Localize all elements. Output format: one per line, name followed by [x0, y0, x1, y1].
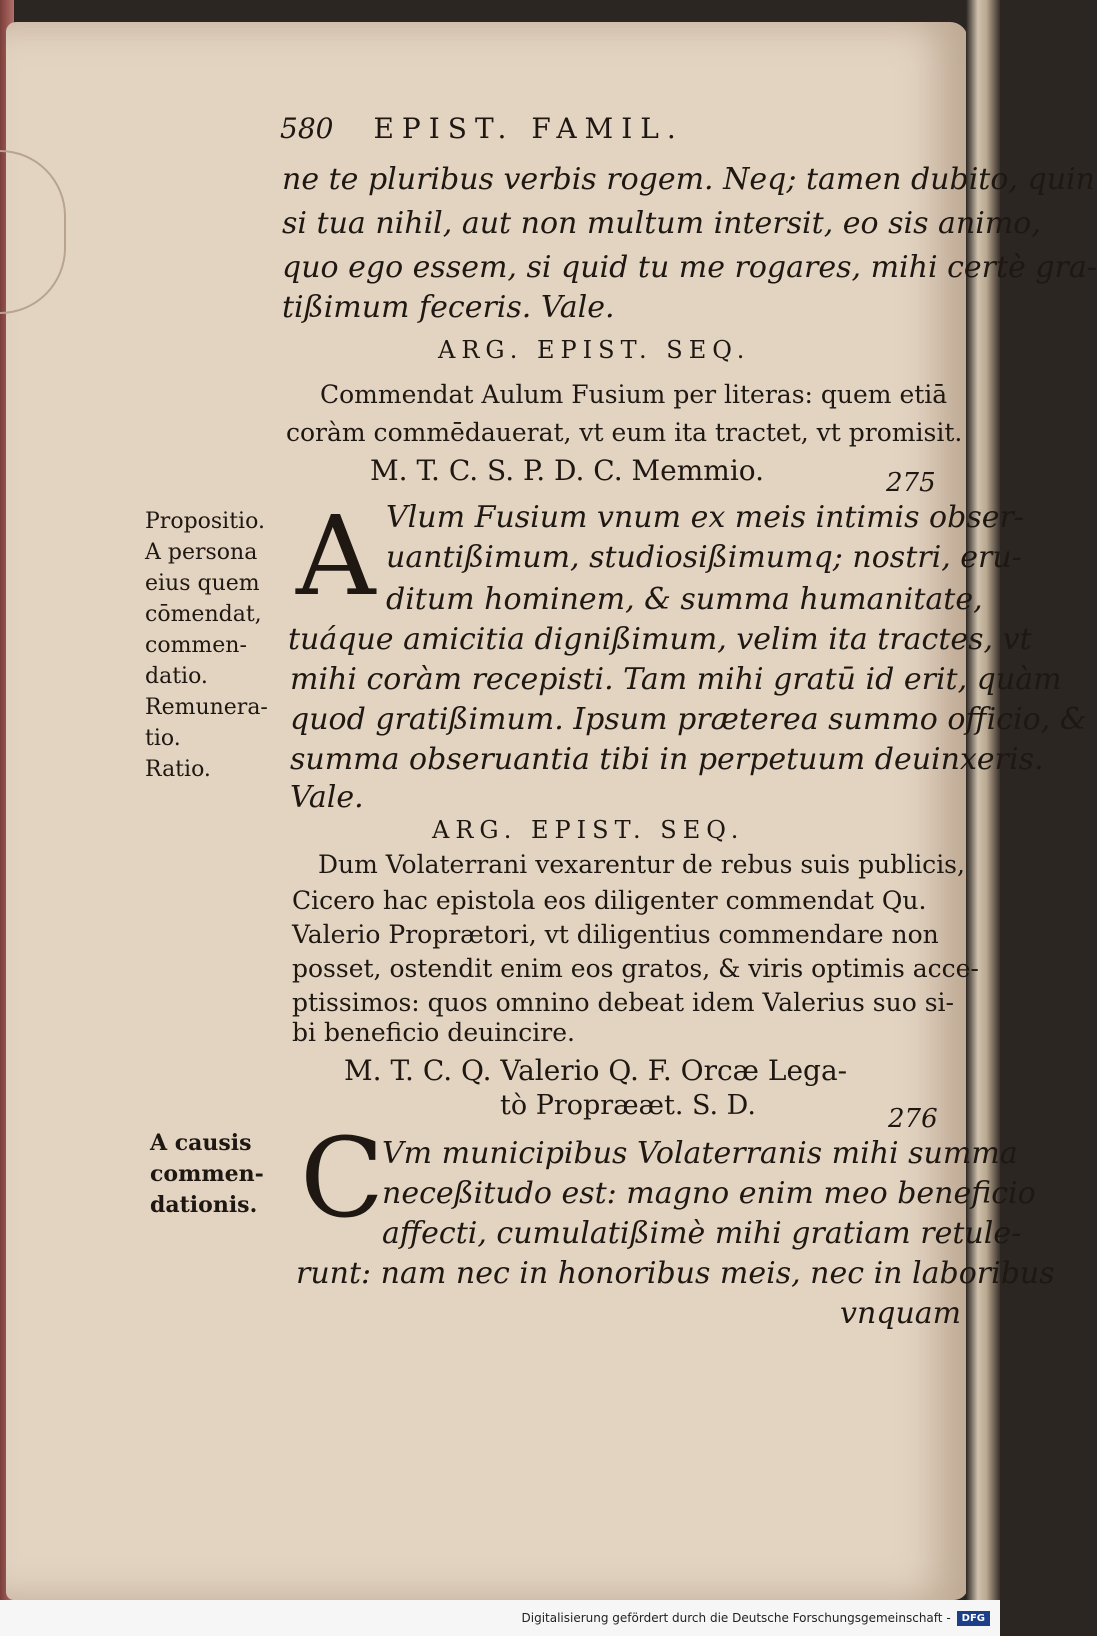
text-line: neceßitudo est: magno enim meo beneficio — [382, 1176, 1036, 1211]
argument-line: ptissimos: quos omnino debeat idem Valerius suo si- — [292, 988, 954, 1017]
text-line: si tua nihil, aut non multum intersit, eo sis animo, — [282, 206, 1041, 241]
argument-line: bi beneficio deuincire. — [292, 1018, 575, 1047]
margin-note: eius quem — [145, 571, 260, 596]
margin-notes — [150, 1128, 300, 1221]
text-line: Vale. — [290, 780, 364, 815]
drop-cap: A — [296, 492, 376, 620]
text-line: quod gratißimum. Ipsum præterea summo officio, & — [290, 702, 1087, 737]
text-line: uantißimum, studiosißimumq; nostri, eru- — [386, 540, 1022, 575]
text-line: tißimum feceris. Vale. — [282, 290, 615, 325]
argument-line: Commendat Aulum Fusium per literas: quem etiā — [320, 380, 948, 409]
text-line: ditum hominem, & summa humanitate, — [386, 582, 983, 617]
margin-note: commen- — [150, 1161, 264, 1187]
margin-note: commen- — [145, 633, 247, 658]
margin-note: tio. — [145, 726, 181, 751]
letter-heading: M. T. C. S. P. D. C. Memmio. — [370, 454, 765, 487]
text-line: tuáque amicitia dignißimum, velim ita tractes, vt — [288, 622, 1032, 657]
margin-note: dationis. — [150, 1192, 258, 1218]
running-header — [280, 112, 810, 145]
margin-note: A causis — [150, 1130, 252, 1156]
margin-note: A persona — [145, 540, 258, 565]
letter-heading: tò Proprææt. S. D. — [500, 1090, 756, 1121]
drop-cap: C — [300, 1114, 385, 1242]
argument-title: ARG. EPIST. SEQ. — [438, 336, 751, 364]
text-line: affecti, cumulatißimè mihi gratiam retule- — [382, 1216, 1022, 1251]
argument-line: Dum Volaterrani vexarentur de rebus suis publicis, — [318, 850, 965, 879]
margin-notes — [145, 506, 295, 785]
running-title: EPIST. FAMIL. — [373, 112, 684, 145]
margin-note: cōmendat, — [145, 602, 262, 627]
text-line: quo ego essem, si quid tu me rogares, mihi certè gra- — [282, 250, 1097, 285]
argument-title: ARG. EPIST. SEQ. — [432, 816, 745, 844]
margin-note: Remunera- — [145, 695, 268, 720]
text-line: Vlum Fusium vnum ex meis intimis obser- — [386, 500, 1024, 535]
argument-line: posset, ostendit enim eos gratos, & viris optimis acce- — [292, 954, 979, 983]
argument-line: Cicero hac epistola eos diligenter commendat Qu. — [292, 886, 927, 915]
page-edge — [966, 0, 1000, 1636]
argument-line: coràm commēdauerat, vt eum ita tractet, vt promisit. — [286, 418, 963, 447]
text-line: summa obseruantia tibi in perpetuum deuinxeris. — [290, 742, 1044, 777]
letter-number: 276 — [888, 1104, 938, 1134]
margin-note: datio. — [145, 664, 208, 689]
text-line: Vm municipibus Volaterranis mihi summa — [382, 1136, 1018, 1171]
text-line: mihi coràm recepisti. Tam mihi gratū id erit, quàm — [290, 662, 1062, 697]
dfg-logo: DFG — [957, 1611, 990, 1626]
footer-credit: Digitalisierung gefördert durch die Deutsche Forschungsgemeinschaft - — [521, 1611, 951, 1625]
letter-heading: M. T. C. Q. Valerio Q. F. Orcæ Lega- — [344, 1054, 848, 1087]
digitization-footer — [0, 1600, 1000, 1636]
margin-note: Propositio. — [145, 509, 265, 534]
letter-number: 275 — [886, 468, 936, 498]
argument-line: Valerio Proprætori, vt diligentius commendare non — [292, 920, 939, 949]
margin-note: Ratio. — [145, 757, 211, 782]
text-line: runt: nam nec in honoribus meis, nec in laboribus — [296, 1256, 1055, 1291]
catchword: vnquam — [840, 1296, 962, 1331]
text-line: ne te pluribus verbis rogem. Neq; tamen dubito, quin — [282, 162, 1095, 197]
page-number: 580 — [280, 112, 334, 145]
